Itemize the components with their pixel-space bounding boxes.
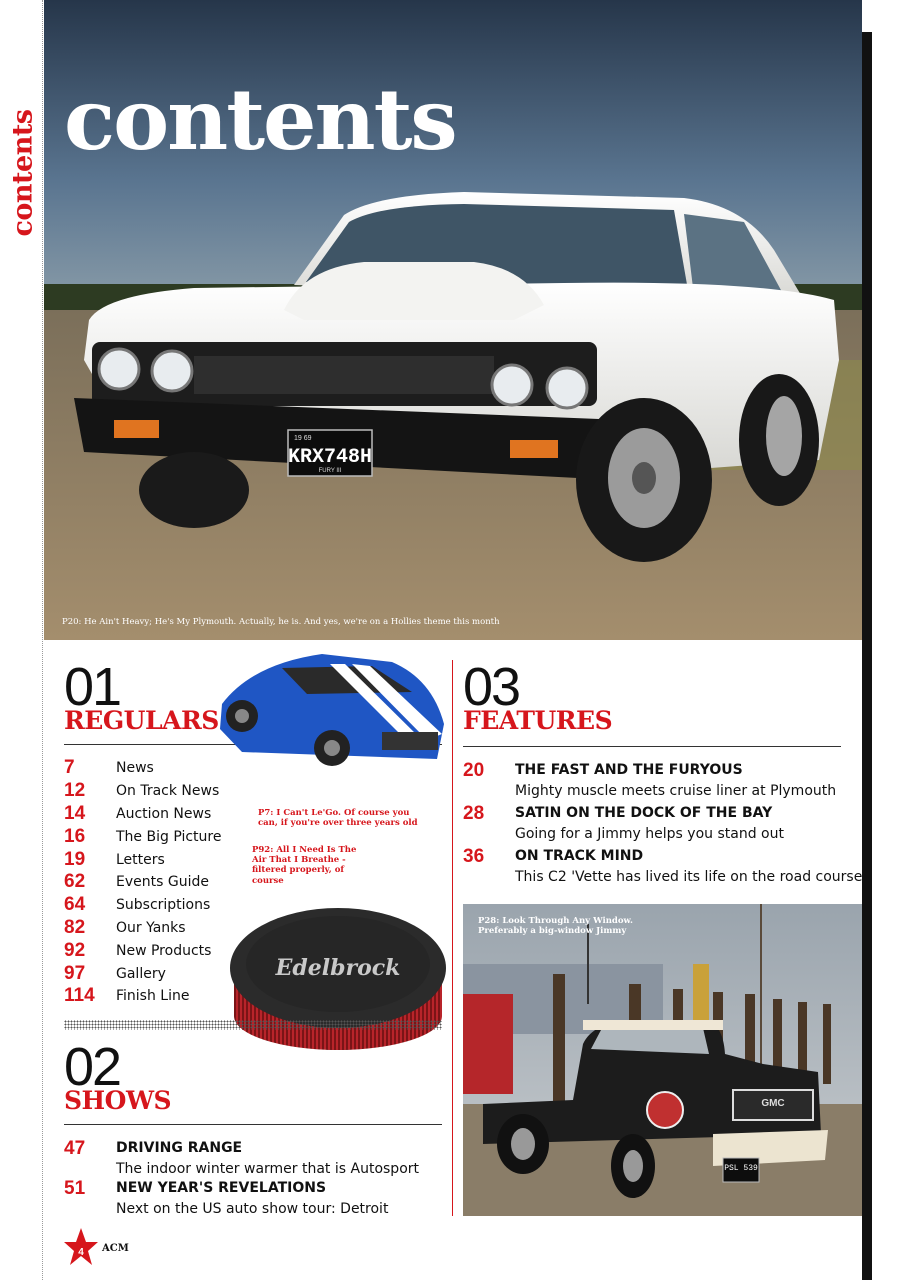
regulars-item-label: Finish Line	[116, 988, 190, 1005]
edelbrock-air-filter-photo	[228, 880, 446, 1058]
truck-caption: P28: Look Through Any Window. Preferably a big-window Jimmy	[478, 916, 633, 937]
regulars-item-page: 14	[64, 802, 86, 824]
features-section-title: FEATURES	[463, 706, 613, 735]
hero-plate-year: 19 69	[294, 435, 312, 442]
regulars-item-label: The Big Picture	[116, 828, 222, 845]
regulars-item-label: Gallery	[116, 965, 166, 982]
features-item-page: 36	[463, 846, 485, 867]
features-item-desc: Mighty muscle meets cruise liner at Plymouth	[515, 783, 837, 799]
regulars-item-label: Events Guide	[116, 874, 209, 891]
regulars-item-page: 19	[64, 848, 86, 870]
shows-item[interactable]	[64, 1138, 442, 1178]
regulars-item-page: 64	[64, 894, 86, 916]
hero-plate-model: FURY III	[318, 468, 342, 474]
regulars-item-label: Letters	[116, 851, 165, 868]
halftone-divider	[64, 1020, 442, 1030]
regulars-item-page: 114	[64, 985, 95, 1007]
shows-item-desc: Next on the US auto show tour: Detroit	[116, 1201, 389, 1217]
page-title: contents	[64, 70, 456, 169]
regulars-item[interactable]	[64, 825, 264, 848]
regulars-item-page: 62	[64, 871, 86, 893]
features-item-title: ON TRACK MIND	[515, 848, 644, 864]
truck-badge: GMC	[761, 1098, 785, 1109]
features-item-desc: Going for a Jimmy helps you stand out	[515, 826, 784, 842]
features-item-desc: This C2 'Vette has lived its life on the road course	[515, 869, 863, 885]
hero-caption: P20: He Ain't Heavy; He's My Plymouth. Actually, he is. And yes, we're on a Hollies theme this month	[62, 617, 500, 627]
gmc-truck-photo	[463, 904, 862, 1216]
regulars-item[interactable]	[64, 803, 264, 826]
features-section-number: 03	[463, 657, 520, 717]
features-item-title: SATIN ON THE DOCK OF THE BAY	[515, 805, 773, 821]
regulars-item[interactable]	[64, 848, 264, 871]
shows-section-title: SHOWS	[64, 1086, 172, 1115]
air-filter-brand-logo: Edelbrock	[275, 955, 401, 981]
regulars-item-page: 12	[64, 780, 86, 802]
shows-divider	[64, 1124, 442, 1125]
regulars-item-label: Subscriptions	[116, 897, 211, 914]
lego-caption: P7: I Can't Le'Go. Of course you can, if you're over three years old	[258, 808, 418, 829]
regulars-item-label: News	[116, 760, 154, 777]
features-item[interactable]	[463, 846, 863, 888]
page-number: 4	[78, 1247, 84, 1258]
shows-item-page: 47	[64, 1138, 86, 1159]
features-item-title: THE FAST AND THE FURYOUS	[515, 762, 743, 778]
shows-item-title: NEW YEAR'S REVELATIONS	[116, 1180, 327, 1196]
regulars-section-number: 01	[64, 657, 121, 717]
regulars-section-title: REGULARS	[64, 706, 219, 735]
shows-item-title: DRIVING RANGE	[116, 1140, 243, 1156]
regulars-item-label: On Track News	[116, 783, 220, 800]
column-divider	[452, 660, 453, 1216]
features-item-page: 28	[463, 803, 485, 824]
regulars-item[interactable]	[64, 780, 264, 803]
regulars-item-page: 16	[64, 825, 86, 847]
truck-plate: PSL 539	[724, 1164, 758, 1173]
page-margin-rule	[42, 0, 43, 1280]
regulars-item[interactable]	[64, 757, 264, 780]
shows-item[interactable]	[64, 1178, 442, 1218]
features-item-page: 20	[463, 760, 485, 781]
regulars-item-label: Our Yanks	[116, 919, 186, 936]
air-filter-caption: P92: All I Need Is The Air That I Breathe - filtered properly, of course	[252, 845, 357, 886]
shows-item-desc: The indoor winter warmer that is Autosport	[116, 1161, 420, 1177]
hero-photo	[44, 0, 862, 640]
footer-brand: ACM	[102, 1243, 129, 1254]
features-divider	[463, 746, 841, 747]
hero-plate-number: KRX748H	[287, 446, 373, 469]
regulars-item-page: 92	[64, 939, 86, 961]
features-item[interactable]	[463, 803, 853, 845]
acm-star-logo	[64, 1228, 98, 1266]
shows-section-number: 02	[64, 1037, 121, 1097]
regulars-item-page: 7	[64, 757, 75, 779]
page-edge-bar	[862, 32, 872, 1280]
shows-item-page: 51	[64, 1178, 86, 1199]
spine-label: contents	[7, 109, 39, 237]
regulars-item-label: Auction News	[116, 805, 212, 822]
regulars-item-label: New Products	[116, 942, 212, 959]
regulars-item-page: 97	[64, 962, 86, 984]
features-item[interactable]	[463, 760, 853, 802]
regulars-item-page: 82	[64, 916, 86, 938]
